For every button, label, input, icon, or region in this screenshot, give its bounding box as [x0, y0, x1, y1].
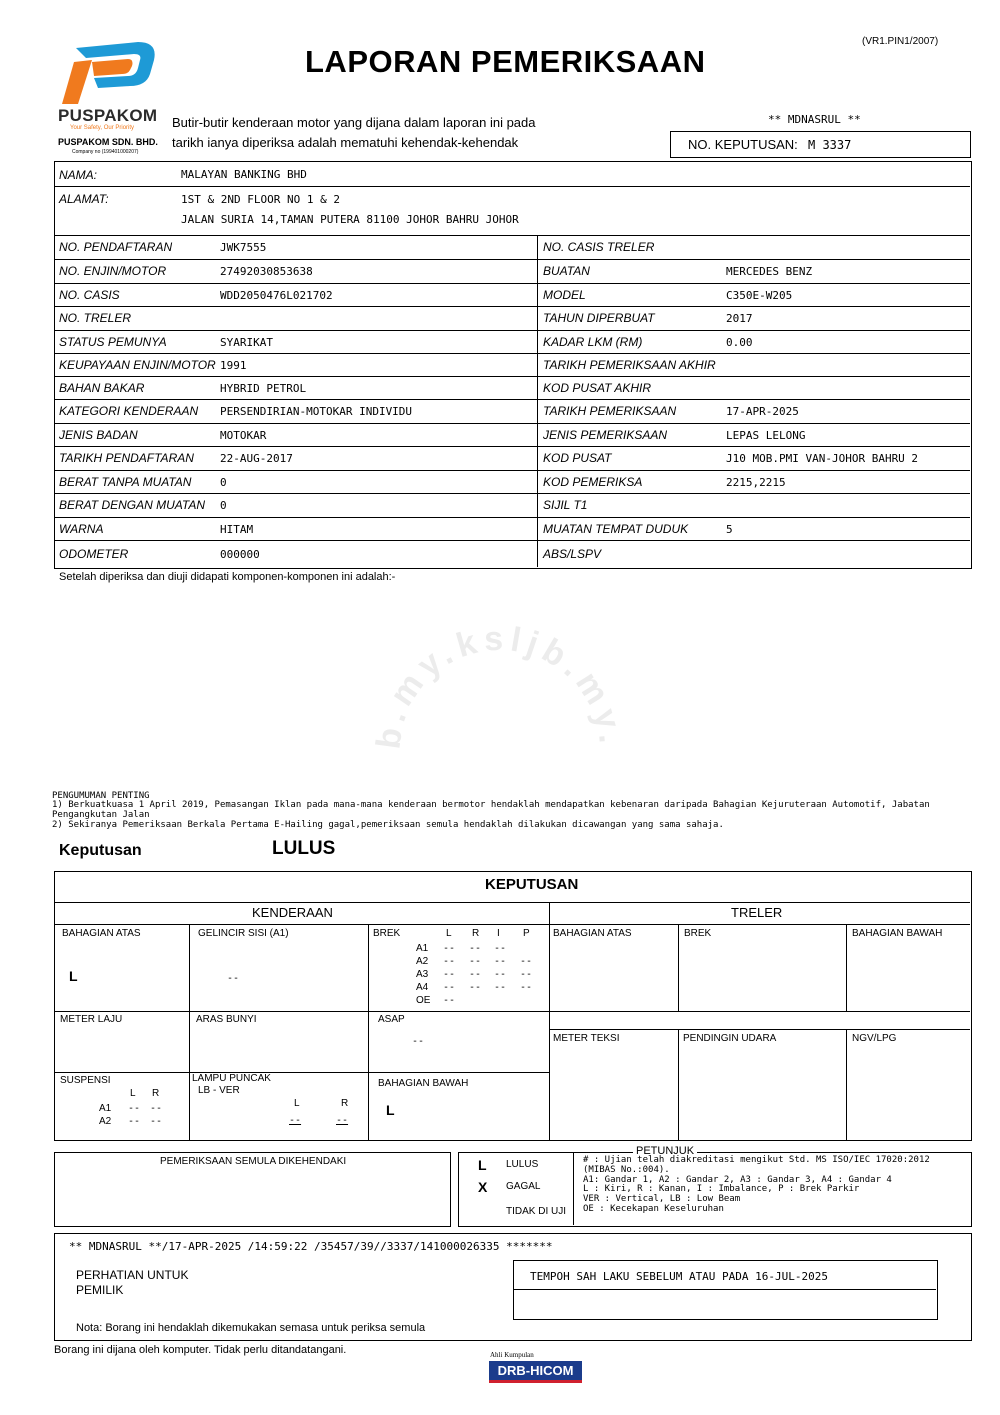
footer-box	[54, 1233, 972, 1341]
legend-note-1: # : Ujian telah diakreditasi mengikut Std. MS ISO/IEC 17020:2012	[583, 1155, 930, 1165]
pendingin-udara-label: PENDINGIN UDARA	[683, 1033, 777, 1044]
decision-label: Keputusan	[59, 842, 142, 859]
detail-label-left: BAHAN BAKAR	[59, 381, 145, 395]
owner-notice-line-1: PERHATIAN UNTUK	[76, 1268, 189, 1282]
t-brek-label: BREK	[684, 928, 712, 939]
lampu-sub-label: LB - VER	[198, 1085, 240, 1096]
asap-label: ASAP	[378, 1014, 405, 1025]
detail-label-right: TARIKH PEMERIKSAAN	[543, 404, 677, 418]
address-line-2: JALAN SURIA 14,TAMAN PUTERA 81100 JOHOR BAHRU JOHOR	[181, 213, 519, 226]
detail-value-right: J10 MOB.PMI VAN-JOHOR BAHRU 2	[726, 452, 919, 465]
resubmit-label: PEMERIKSAAN SEMULA DIKEHENDAKI	[160, 1156, 347, 1167]
legend-note-2: (MIBAS No.:004).	[583, 1165, 670, 1175]
legend-box	[458, 1145, 972, 1227]
k-bahagian-atas-result: L	[69, 968, 78, 984]
detail-label-left: KATEGORI KENDERAAN	[59, 404, 199, 418]
meter-laju-label: METER LAJU	[60, 1014, 123, 1025]
lampu-label: LAMPU PUNCAK	[192, 1073, 271, 1084]
brek-axle-label: A2	[416, 956, 429, 967]
suspensi-cell: --	[150, 1116, 163, 1127]
brek-label: BREK	[373, 928, 401, 939]
brek-cell: --	[443, 982, 456, 993]
t-bahagian-bawah-label: BAHAGIAN BAWAH	[852, 928, 943, 939]
brek-col-header: R	[472, 928, 480, 939]
detail-label-right: KOD PUSAT	[543, 451, 612, 465]
detail-value-right: MERCEDES BENZ	[726, 265, 813, 278]
suspensi-axle-label: A1	[99, 1103, 112, 1114]
announcement-line-1: 1) Berkuatkuasa 1 April 2019, Pemasangan Iklan pada mana-mana kenderaan bermotor hendaklah mendapatkan kebenaran daripada Bahagian Kejuruteraan Automotif, Jabatan	[52, 800, 930, 810]
decision-value: LULUS	[272, 838, 336, 859]
detail-value-right: 2215,2215	[726, 476, 786, 489]
keputusan-table	[54, 871, 972, 1141]
brek-axle-label: OE	[416, 995, 431, 1006]
t-bahagian-atas-label: BAHAGIAN ATAS	[553, 928, 632, 939]
detail-value-right: 17-APR-2025	[726, 405, 799, 418]
legend-pass-mark: L	[478, 1157, 487, 1173]
legend-untested-label: TIDAK DI UJI	[506, 1206, 567, 1217]
detail-label-right: KADAR LKM (RM)	[543, 335, 643, 349]
k-bahagian-atas-label: BAHAGIAN ATAS	[62, 928, 141, 939]
watermark	[370, 580, 630, 800]
detail-label-left: TARIKH PENDAFTARAN	[59, 451, 194, 465]
detail-value-left: HITAM	[220, 523, 254, 536]
brek-cell: --	[443, 956, 456, 967]
brek-cell: --	[494, 956, 507, 967]
announcement-line-2: 2) Sekiranya Pemeriksaan Berkala Pertama E-Hailing gagal,pemeriksaan semula hendaklah dilakukan dicawangan yang sama sahaja.	[52, 820, 724, 830]
brek-axle-label: A4	[416, 982, 429, 993]
brek-cell: --	[520, 969, 533, 980]
suspensi-axle-label: A2	[99, 1116, 112, 1127]
suspensi-cell: --	[128, 1103, 141, 1114]
meter-teksi-label: METER TEKSI	[553, 1033, 620, 1044]
brek-col-header: I	[497, 928, 500, 939]
detail-label-left: ODOMETER	[59, 547, 129, 561]
detail-label-right: MODEL	[543, 288, 586, 302]
brek-cell: --	[469, 982, 482, 993]
group-label: Ahli Kumpulan	[490, 1351, 534, 1359]
detail-label-left: BERAT DENGAN MUATAN	[59, 498, 206, 512]
lampu-cell: --	[289, 1115, 302, 1126]
company-name: PUSPAKOM SDN. BHD.	[58, 137, 158, 147]
suspensi-col-header: R	[152, 1088, 160, 1099]
aras-bunyi-label: ARAS BUNYI	[196, 1014, 257, 1025]
decision-number-label: NO. KEPUTUSAN:	[688, 137, 798, 152]
brek-cell: --	[494, 982, 507, 993]
detail-label-left: WARNA	[59, 522, 104, 536]
trace-line: ** MDNASRUL **/17-APR-2025 /14:59:22 /35457/39//3337/141000026335 *******	[69, 1240, 553, 1253]
logo-tagline: Your Safety, Our Priority	[70, 125, 135, 131]
detail-value-left: 22-AUG-2017	[220, 452, 293, 465]
brek-axle-label: A1	[416, 943, 429, 954]
detail-label-right: ABS/LSPV	[543, 547, 602, 561]
detail-label-right: MUATAN TEMPAT DUDUK	[543, 522, 689, 536]
detail-value-left: HYBRID PETROL	[220, 382, 307, 395]
resubmit-note: Nota: Borang ini hendaklah dikemukakan semasa untuk periksa semula	[76, 1322, 426, 1334]
lampu-cell: --	[336, 1115, 349, 1126]
gelincir-label: GELINCIR SISI (A1)	[198, 928, 289, 939]
detail-label-right: SIJIL T1	[543, 498, 588, 512]
legend-note-6: OE : Kecekapan Keseluruhan	[583, 1204, 724, 1214]
detail-label-left: NO. ENJIN/MOTOR	[59, 264, 167, 278]
brek-cell: --	[494, 969, 507, 980]
detail-value-left: JWK7555	[220, 241, 267, 254]
k-bahagian-bawah-result: L	[386, 1102, 395, 1118]
detail-value-left: 0	[220, 476, 227, 489]
owner-name-value: MALAYAN BANKING BHD	[181, 168, 307, 181]
detail-value-right: 5	[726, 523, 733, 536]
brek-col-header: L	[446, 928, 452, 939]
asap-value: --	[412, 1036, 425, 1047]
brek-cell: --	[443, 995, 456, 1006]
ngv-lpg-label: NGV/LPG	[852, 1033, 897, 1044]
brek-cell: --	[443, 969, 456, 980]
resubmit-box	[54, 1152, 451, 1227]
brek-cell: --	[520, 982, 533, 993]
brek-cell: --	[443, 943, 456, 954]
logo-name: PUSPAKOM	[58, 106, 158, 125]
validity-box	[513, 1260, 938, 1320]
suspensi-cell: --	[150, 1103, 163, 1114]
legend-title: PETUNJUK	[633, 1145, 697, 1157]
detail-value-right: 2017	[726, 312, 753, 325]
company-number: Company no (199401000207)	[72, 149, 139, 155]
detail-value-left: 0	[220, 499, 227, 512]
legend-fail-mark: X	[478, 1179, 488, 1195]
decision-number-value: M 3337	[808, 138, 852, 152]
svg-text:b.my.ksljb.my.klj	[370, 580, 630, 751]
brek-cell: --	[520, 956, 533, 967]
puspakom-logo	[58, 40, 162, 108]
suspensi-label: SUSPENSI	[60, 1075, 111, 1086]
detail-label-left: NO. PENDAFTARAN	[59, 240, 173, 254]
legend-note-5: VER : Vertical, LB : Low Beam	[583, 1194, 741, 1204]
brek-cell: --	[469, 969, 482, 980]
detail-value-left: 27492030853638	[220, 265, 313, 278]
page-title: LAPORAN PEMERIKSAAN	[305, 44, 706, 79]
detail-label-left: JENIS BADAN	[59, 428, 138, 442]
owner-name-label: NAMA:	[59, 168, 98, 182]
detail-value-left: PERSENDIRIAN-MOTOKAR INDIVIDU	[220, 405, 413, 418]
address-label: ALAMAT:	[59, 192, 109, 206]
vehicle-details-table	[54, 161, 972, 569]
detail-label-left: NO. CASIS	[59, 288, 120, 302]
brek-cell: --	[469, 956, 482, 967]
suspensi-cell: --	[128, 1116, 141, 1127]
brek-cell: --	[469, 943, 482, 954]
k-bahagian-bawah-label: BAHAGIAN BAWAH	[378, 1078, 469, 1089]
gelincir-value: --	[227, 973, 240, 984]
treler-heading: TRELER	[731, 905, 783, 920]
detail-label-left: NO. TRELER	[59, 311, 132, 325]
detail-label-right: JENIS PEMERIKSAAN	[543, 428, 668, 442]
detail-value-right: 0.00	[726, 336, 753, 349]
address-line-1: 1ST & 2ND FLOOR NO 1 & 2	[181, 193, 340, 206]
drb-hicom-logo: DRB-HICOM	[489, 1361, 582, 1383]
lampu-col-header: L	[294, 1098, 300, 1109]
legend-fail-label: GAGAL	[506, 1181, 541, 1192]
detail-label-right: KOD PEMERIKSA	[543, 475, 643, 489]
detail-value-left: 000000	[220, 548, 260, 561]
detail-value-left: MOTOKAR	[220, 429, 267, 442]
suspensi-col-header: L	[130, 1088, 136, 1099]
detail-value-right: C350E-W205	[726, 289, 793, 302]
lampu-col-header: R	[341, 1098, 349, 1109]
detail-label-right: KOD PUSAT AKHIR	[543, 381, 652, 395]
legend-note-3: A1: Gandar 1, A2 : Gandar 2, A3 : Gandar 3, A4 : Gandar 4	[583, 1175, 892, 1185]
detail-label-right: TARIKH PEMERIKSAAN AKHIR	[543, 358, 716, 372]
intro-line-2: tarikh ianya diperiksa adalah mematuhi kehendak-kehendak	[172, 135, 519, 150]
detail-value-left: SYARIKAT	[220, 336, 273, 349]
generated-note: Borang ini dijana oleh komputer. Tidak perlu ditandatangani.	[54, 1344, 347, 1356]
detail-label-right: TAHUN DIPERBUAT	[543, 311, 655, 325]
detail-label-left: KEUPAYAAN ENJIN/MOTOR	[59, 358, 216, 372]
inspector-tag: ** MDNASRUL **	[768, 113, 861, 126]
brek-col-header: P	[523, 928, 530, 939]
keputusan-title: KEPUTUSAN	[485, 876, 579, 893]
detail-value-right: LEPAS LELONG	[726, 429, 806, 442]
watermark-text: b.my.ksljb.my.	[370, 619, 630, 752]
form-version: (VR1.PIN1/2007)	[862, 36, 939, 47]
announcement-line-1b: Pengangkutan Jalan	[52, 810, 150, 820]
validity-text: TEMPOH SAH LAKU SEBELUM ATAU PADA 16-JUL-2025	[530, 1270, 829, 1283]
brek-axle-label: A3	[416, 969, 429, 980]
legend-note-4: L : Kiri, R : Kanan, I : Imbalance, P : Brek Parkir	[583, 1184, 860, 1194]
detail-label-right: NO. CASIS TRELER	[543, 240, 655, 254]
legend-pass-label: LULUS	[506, 1159, 539, 1170]
detail-label-left: STATUS PEMUNYA	[59, 335, 167, 349]
detail-value-left: WDD2050476L021702	[220, 289, 333, 302]
owner-notice-line-2: PEMILIK	[76, 1283, 124, 1297]
detail-value-left: 1991	[220, 359, 247, 372]
detail-label-right: BUATAN	[543, 264, 590, 278]
announcement-title: PENGUMUMAN PENTING	[52, 791, 150, 801]
detail-label-left: BERAT TANPA MUATAN	[59, 475, 192, 489]
brek-cell: --	[494, 943, 507, 954]
inspection-intro-note: Setelah diperiksa dan diuji didapati komponen-komponen ini adalah:-	[59, 571, 396, 583]
kenderaan-heading: KENDERAAN	[252, 905, 333, 920]
intro-line-1: Butir-butir kenderaan motor yang dijana dalam laporan ini pada	[172, 115, 536, 130]
